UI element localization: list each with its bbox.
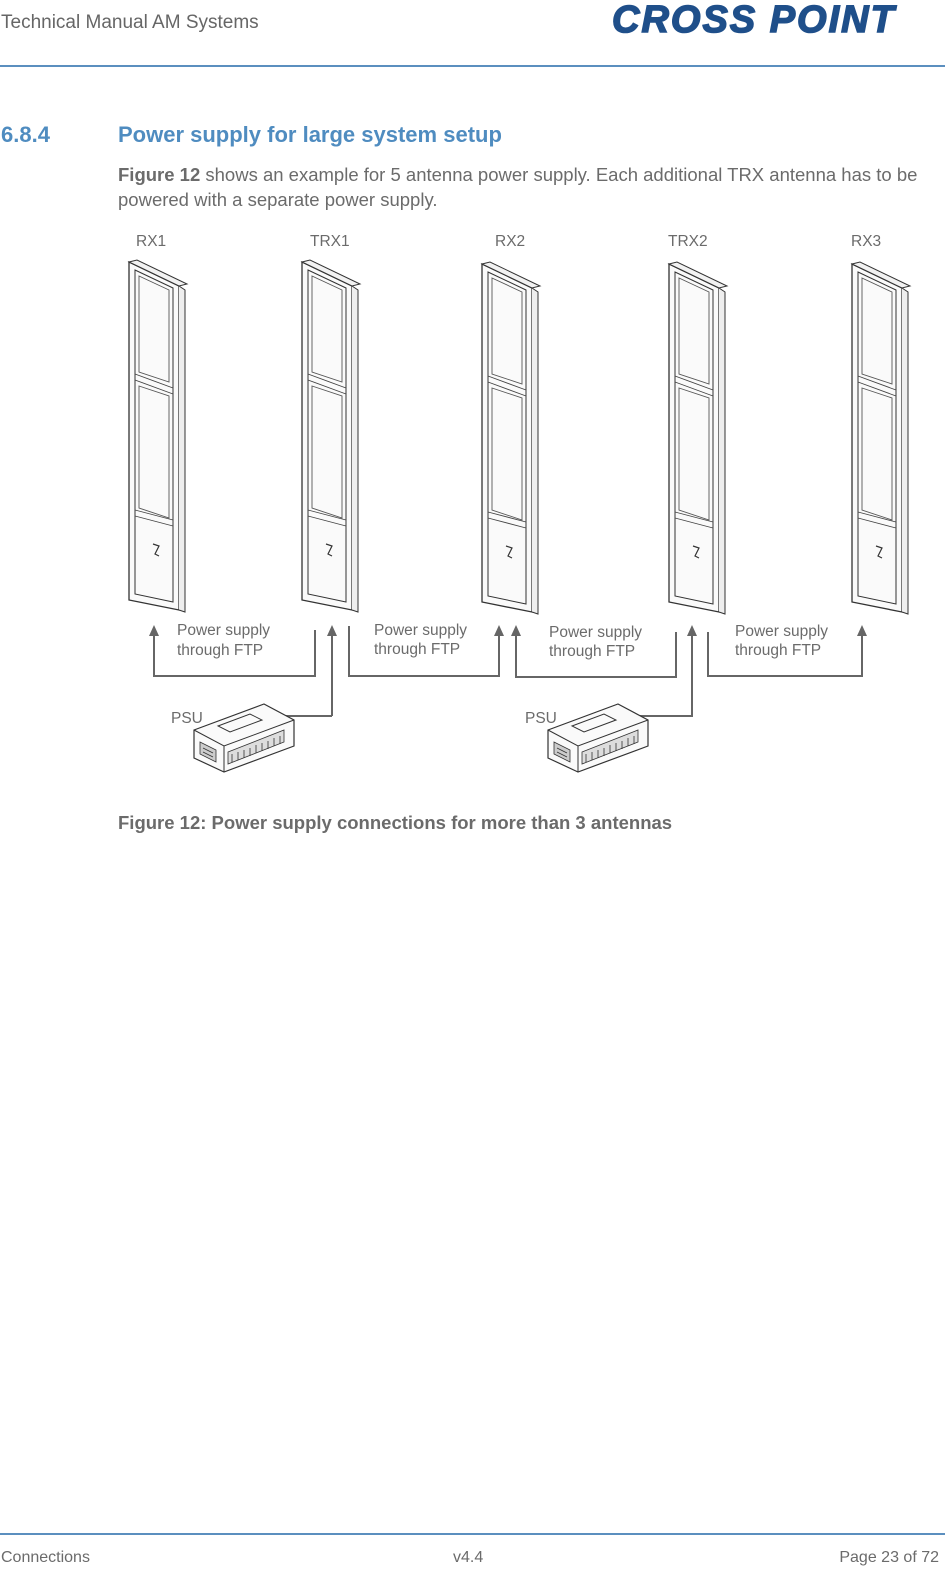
connection-label: through FTP [549,643,636,660]
header-rule [0,65,945,67]
connection-label: Power supply [735,623,829,640]
arrow-icon [511,625,521,636]
figure-caption: Figure 12: Power supply connections for more than 3 antennas [118,812,673,833]
brand-logo [610,0,942,44]
antenna-trx2 [669,262,727,614]
body-paragraph [118,162,940,212]
arrow-icon [857,625,867,636]
figure-reference: Figure 12 [118,164,201,185]
power-supply-diagram [118,222,940,782]
footer-rule [0,1533,945,1535]
arrow-icon [687,625,697,636]
section-number: 6.8.4 [1,122,50,147]
antenna-trx1 [302,260,360,612]
antenna-rx2 [482,262,540,614]
psu-label: PSU [525,710,557,727]
footer-version: v4.4 [453,1549,484,1566]
antenna-label: TRX1 [310,233,350,250]
psu-unit-1 [194,704,294,772]
logo-text: CROSS POINT [612,0,896,41]
connection-label: through FTP [735,642,822,659]
arrow-icon [494,625,504,636]
antenna-rx1 [129,260,187,612]
connection-label: Power supply [177,622,271,639]
footer-page-number: Page 23 of 72 [839,1549,939,1566]
antenna-label: TRX2 [668,233,708,250]
arrow-icon [149,625,159,636]
antenna-rx3 [852,262,910,614]
antenna-label: RX1 [136,233,167,250]
psu-unit-2 [548,704,648,772]
antenna-label: RX3 [851,233,882,250]
psu-label: PSU [171,710,203,727]
connection-label: through FTP [374,641,461,658]
arrow-icon [327,625,337,636]
header-title: Technical Manual AM Systems [1,12,259,33]
antenna-label: RX2 [495,233,526,250]
footer-section: Connections [1,1549,90,1566]
connection-label: through FTP [177,642,264,659]
connection-label: Power supply [374,622,468,639]
connection-label: Power supply [549,624,643,641]
paragraph-text: shows an example for 5 antenna power supply. Each additional TRX antenna has to be powered with a separate power supply. [118,164,918,210]
section-title: Power supply for large system setup [118,122,502,147]
